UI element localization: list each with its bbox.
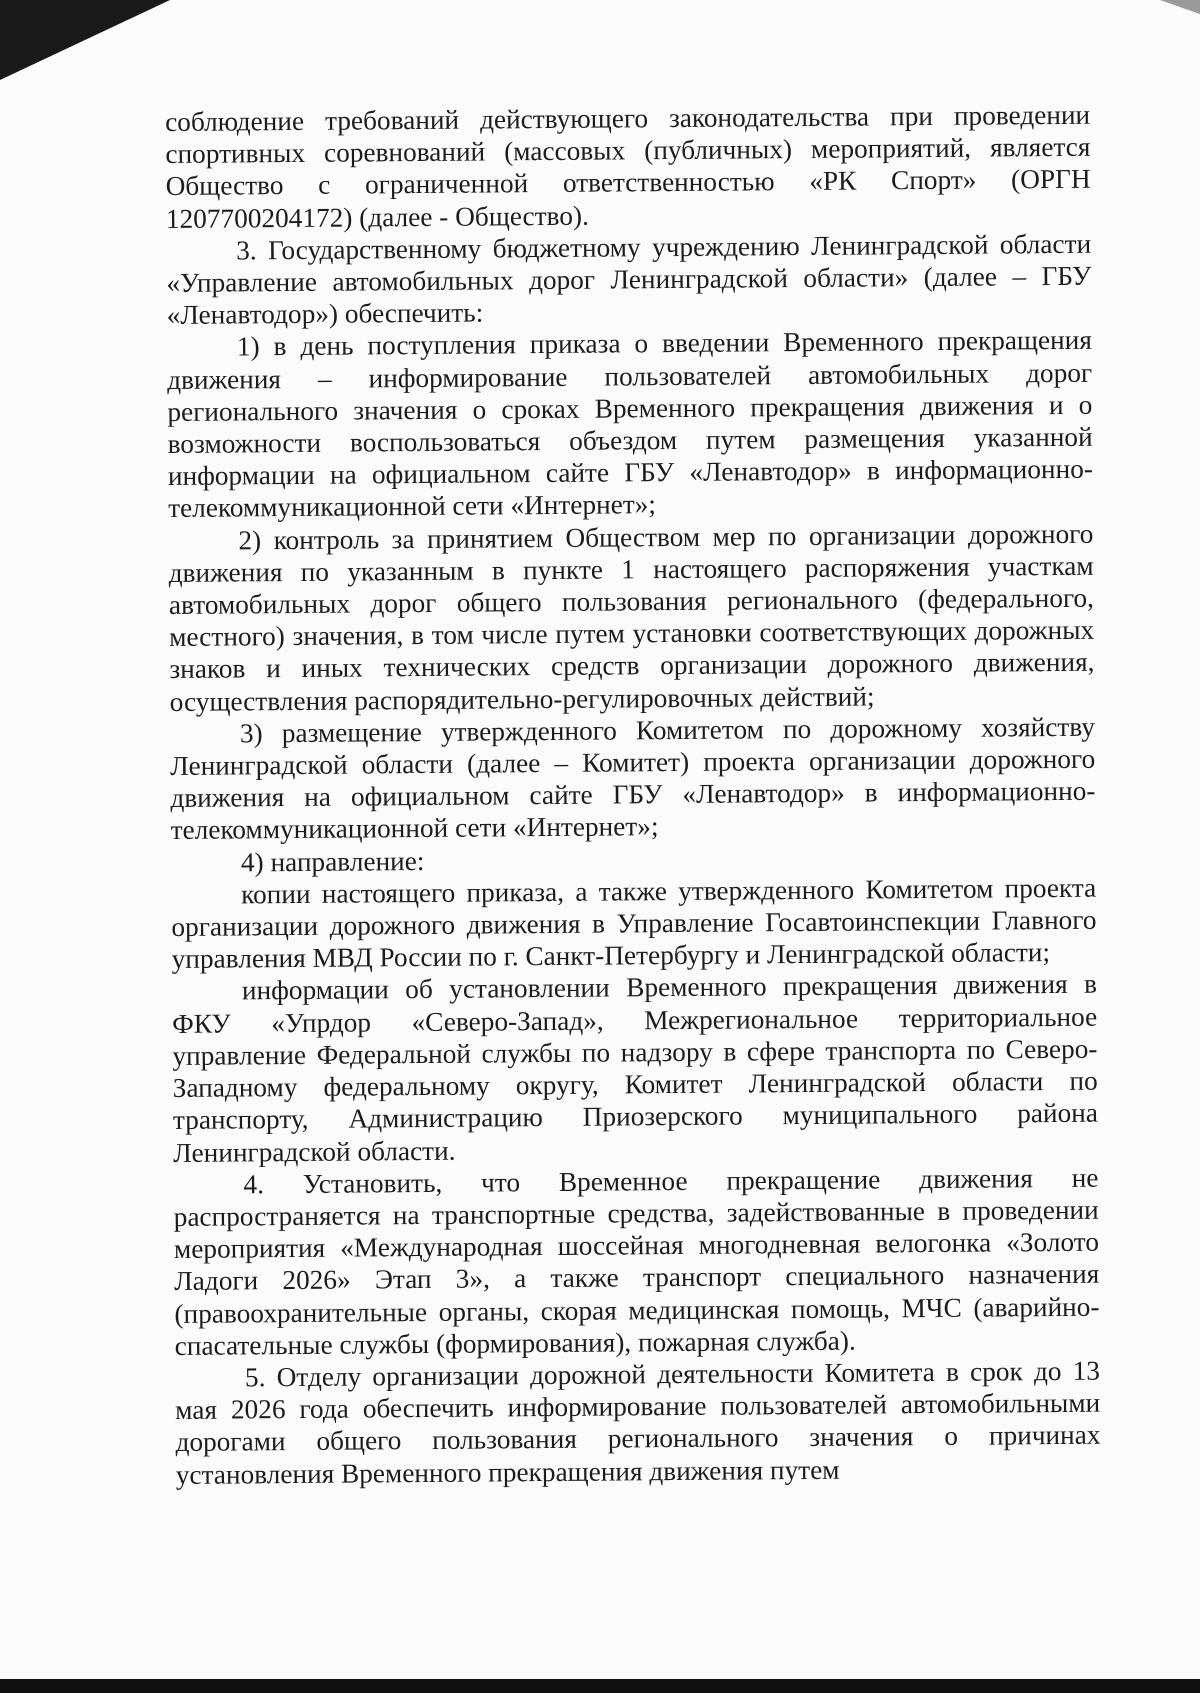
- paragraph-subitem-4: 4) направление:: [240, 845, 425, 878]
- paragraph-subitem-2: 2) контроль за принятием Обществом мер по организации дорожного движения по указанным в пункте 1 настоящего распоряжения участкам автомобильных дорог общего пользования регионального (федерального, местного) значения, в том числе путем установки соответствующих дорожных знаков и иных технических средств организации дорожного движения, осуществления распорядительно-регулировочных действий;: [168, 518, 1095, 717]
- scan-corner-shadow: [0, 0, 170, 80]
- paragraph-subitem-3: 3) размещение утвержденного Комитетом по дорожному хозяйству Ленинградской области (далее – Комитет) проекта организации дорожного движения на официальном сайте ГБУ «Ленавтодор» в информационно-телекоммуникационной сети «Интернет»;: [170, 711, 1096, 846]
- document-body: [165, 99, 1101, 1491]
- scan-corner-shadow-right: [1160, 0, 1200, 14]
- paragraph-item-4: 4. Установить, что Временное прекращение движения не распространяется на транспортные средства, задействованные в проведении мероприятия «Международная шоссейная многодневная велогонка «Золото Ладоги 2026» Этап 3», а также транспорт специального назначения (правоохранительные органы, скорая медицинская помощь, МЧС (аварийно-спасательные службы (формирования), пожарная служба).: [173, 1162, 1100, 1361]
- paragraph-item-3: 3. Государственному бюджетному учреждению Ленинградской области «Управление автомобильных дорог Ленинградской области» (далее – ГБУ «Ленавтодор») обеспечить:: [166, 228, 1092, 331]
- scan-bottom-edge: [0, 1679, 1200, 1693]
- paragraph-information: информации об установлении Временного прекращения движения в ФКУ «Упрдор «Северо-Запад», Межрегиональное территориальное управление Федеральной службы по надзору в сфере транспорта по Северо-Западному федеральному округу, Комитет Ленинградской области по транспорту, Администрацию Приозерского муниципального района Ленинградской области.: [172, 969, 1099, 1168]
- paragraph-item-5: 5. Отделу организации дорожной деятельности Комитета в срок до 13 мая 2026 года обеспечить информирование пользователей автомобильными дорогами общего пользования регионального значения о причинах установления Временного прекращения движения путем: [175, 1355, 1101, 1490]
- paragraph-subitem-1: 1) в день поступления приказа о введении Временного прекращения движения – информирование пользователей автомобильных дорог регионального значения о сроках Временного прекращения движения и о возможности воспользоваться объездом путем размещения указанной информации на официальном сайте ГБУ «Ленавтодор» в информационно-телекоммуникационной сети «Интернет»;: [167, 325, 1093, 524]
- paragraph-copies: копии настоящего приказа, а также утвержденного Комитетом проекта организации дорожного движения в Управление Госавтоинспекции Главного управления МВД России по г. Санкт-Петербургу и Ленинградской области;: [171, 872, 1097, 975]
- paragraph-continuation: соблюдение требований действующего законодательства при проведении спортивных соревнований (массовых (публичных) мероприятий, является Общество с ограниченной ответственностью «РК Спорт» (ОРГН 1207700204172) (далее - Общество).: [165, 99, 1091, 234]
